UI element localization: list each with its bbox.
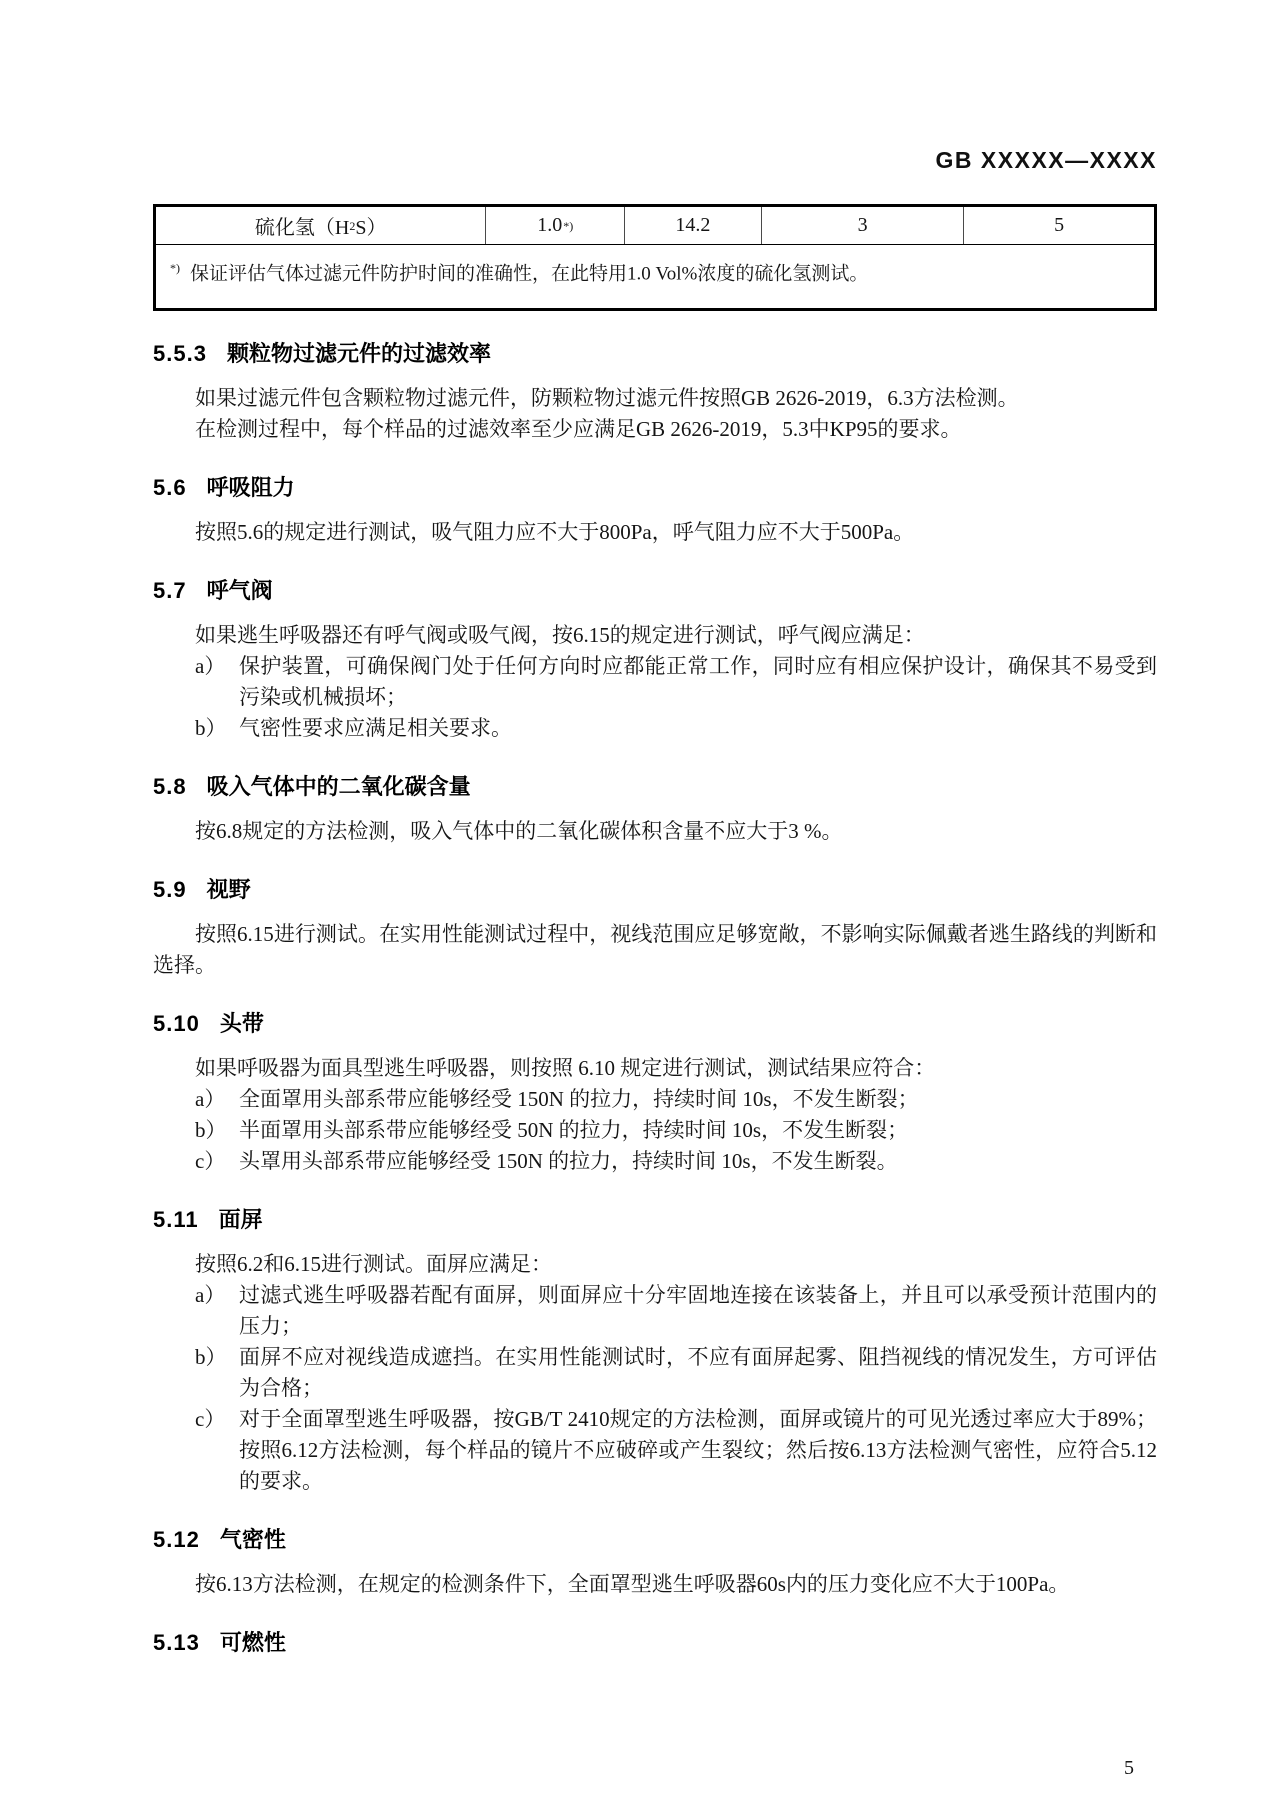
- list-marker: b）: [195, 716, 227, 740]
- substance-name: 硫化氢（H: [254, 217, 350, 239]
- list-item: [153, 1115, 1157, 1146]
- section-number: 5.12: [153, 1527, 200, 1552]
- section-heading: [153, 1207, 1157, 1233]
- section-title: 吸入气体中的二氧化碳含量: [206, 774, 471, 799]
- section-title: 颗粒物过滤元件的过滤效率: [226, 341, 491, 366]
- paragraph: 按6.13方法检测，在规定的检测条件下，全面罩型逃生呼吸器60s内的压力变化应不大于100Pa。: [195, 1572, 1070, 1596]
- section-title: 头带: [219, 1011, 264, 1036]
- section-heading: [153, 578, 1157, 604]
- paragraph: 按照6.2和6.15进行测试。面屏应满足：: [195, 1252, 552, 1276]
- paragraph: 按照5.6的规定进行测试，吸气阻力应不大于800Pa，呼气阻力应不大于500Pa。: [195, 520, 915, 544]
- table-footnote: [156, 245, 1154, 308]
- section-number: 5.13: [153, 1630, 200, 1655]
- doc-code: GB XXXXX—XXXX: [935, 147, 1157, 173]
- list-marker: a）: [195, 1283, 226, 1307]
- cell-value-1: 14.2: [625, 207, 762, 244]
- section-heading: [153, 1011, 1157, 1037]
- cell-concentration: 1.0 *): [486, 207, 625, 244]
- list-marker: b）: [195, 1345, 227, 1369]
- section-number: 5.7: [153, 578, 187, 603]
- gas-table: [153, 204, 1157, 311]
- list-text: 气密性要求应满足相关要求。: [239, 716, 512, 740]
- footnote-text: 保证评估气体过滤元件防护时间的准确性，在此特用1.0 Vol%浓度的硫化氢测试。: [190, 263, 869, 285]
- page-header: [153, 146, 1157, 174]
- paragraph: 如果过滤元件包含颗粒物过滤元件，防颗粒物过滤元件按照GB 2626-2019，6.3方法检测。: [195, 386, 1019, 410]
- concentration-value: 1.0: [537, 214, 563, 236]
- list-marker: a）: [195, 1087, 226, 1111]
- section-heading: [153, 1527, 1157, 1553]
- paragraph: 如果逃生呼吸器还有呼气阀或吸气阀，按6.15的规定进行测试，呼气阀应满足：: [195, 623, 925, 647]
- list-text: 保护装置，可确保阀门处于任何方向时应都能正常工作，同时应有相应保护设计，确保其不易受到污染或机械损坏；: [239, 654, 1157, 709]
- table-row: [156, 207, 1154, 245]
- section-title: 面屏: [218, 1207, 263, 1232]
- list-text: 对于全面罩型逃生呼吸器，按GB/T 2410规定的方法检测，面屏或镜片的可见光透过率应大于89%；按照6.12方法检测，每个样品的镜片不应破碎或产生裂纹；然后按6.13方法检测气密性，应符合5.12的要求。: [239, 1407, 1157, 1493]
- section-heading: [153, 341, 1157, 367]
- section-heading: [153, 774, 1157, 800]
- cell-substance: 硫化氢（H 2 S）: [156, 207, 486, 244]
- section-title: 可燃性: [219, 1630, 286, 1655]
- section-5-5-3: [153, 341, 1157, 445]
- section-5-12: [153, 1527, 1157, 1600]
- list-item: [153, 1404, 1157, 1497]
- section-5-11: [153, 1207, 1157, 1497]
- list-item: [153, 1146, 1157, 1177]
- footnote-marker: *): [170, 261, 180, 275]
- list-text: 头罩用头部系带应能够经受 150N 的拉力，持续时间 10s，不发生断裂。: [239, 1149, 898, 1173]
- section-5-9: [153, 877, 1157, 981]
- list-item: [153, 713, 1157, 744]
- list-marker: b）: [195, 1118, 227, 1142]
- section-number: 5.5.3: [153, 341, 207, 366]
- list-item: [153, 1342, 1157, 1404]
- cell-value-3: 5: [1054, 214, 1065, 236]
- list-text: 半面罩用头部系带应能够经受 50N 的拉力，持续时间 10s，不发生断裂；: [239, 1118, 909, 1142]
- section-title: 呼吸阻力: [206, 475, 295, 500]
- section-heading: [153, 877, 1157, 903]
- list-marker: a）: [195, 654, 226, 678]
- list-item: [153, 1280, 1157, 1342]
- paragraph: 如果呼吸器为面具型逃生呼吸器，则按照 6.10 规定进行测试，测试结果应符合：: [195, 1056, 936, 1080]
- list-text: 全面罩用头部系带应能够经受 150N 的拉力，持续时间 10s，不发生断裂；: [239, 1087, 919, 1111]
- paragraph: 按6.8规定的方法检测，吸入气体中的二氧化碳体积含量不应大于3 %。: [195, 819, 843, 843]
- page-content: [153, 0, 1157, 1672]
- section-number: 5.6: [153, 475, 187, 500]
- section-5-10: [153, 1011, 1157, 1177]
- section-number: 5.8: [153, 774, 187, 799]
- list-item: [153, 1084, 1157, 1115]
- section-number: 5.11: [153, 1207, 199, 1232]
- section-heading: [153, 475, 1157, 501]
- paragraph: 按照6.15进行测试。在实用性能测试过程中，视线范围应足够宽敞，不影响实际佩戴者逃生路线的判断和选择。: [153, 922, 1157, 977]
- section-heading: [153, 1630, 1157, 1656]
- section-5-6: [153, 475, 1157, 548]
- section-title: 视野: [206, 877, 251, 902]
- section-number: 5.9: [153, 877, 187, 902]
- list-item: [153, 651, 1157, 713]
- list-text: 面屏不应对视线造成遮挡。在实用性能测试时，不应有面屏起雾、阻挡视线的情况发生，方可评估为合格；: [239, 1345, 1157, 1400]
- cell-value-2: 3: [762, 207, 965, 244]
- section-title: 气密性: [219, 1527, 286, 1552]
- list-marker: c）: [195, 1149, 226, 1173]
- substance-name-suffix: S）: [355, 217, 387, 239]
- section-5-7: [153, 578, 1157, 744]
- section-5-8: [153, 774, 1157, 847]
- paragraph: 在检测过程中，每个样品的过滤效率至少应满足GB 2626-2019，5.3中KP95的要求。: [195, 417, 962, 441]
- section-title: 呼气阀: [206, 578, 273, 603]
- page-number: 5: [1124, 1757, 1134, 1779]
- list-marker: c）: [195, 1407, 226, 1431]
- section-5-13: [153, 1630, 1157, 1656]
- section-number: 5.10: [153, 1011, 200, 1036]
- list-text: 过滤式逃生呼吸器若配有面屏，则面屏应十分牢固地连接在该装备上，并且可以承受预计范围内的压力；: [239, 1283, 1157, 1338]
